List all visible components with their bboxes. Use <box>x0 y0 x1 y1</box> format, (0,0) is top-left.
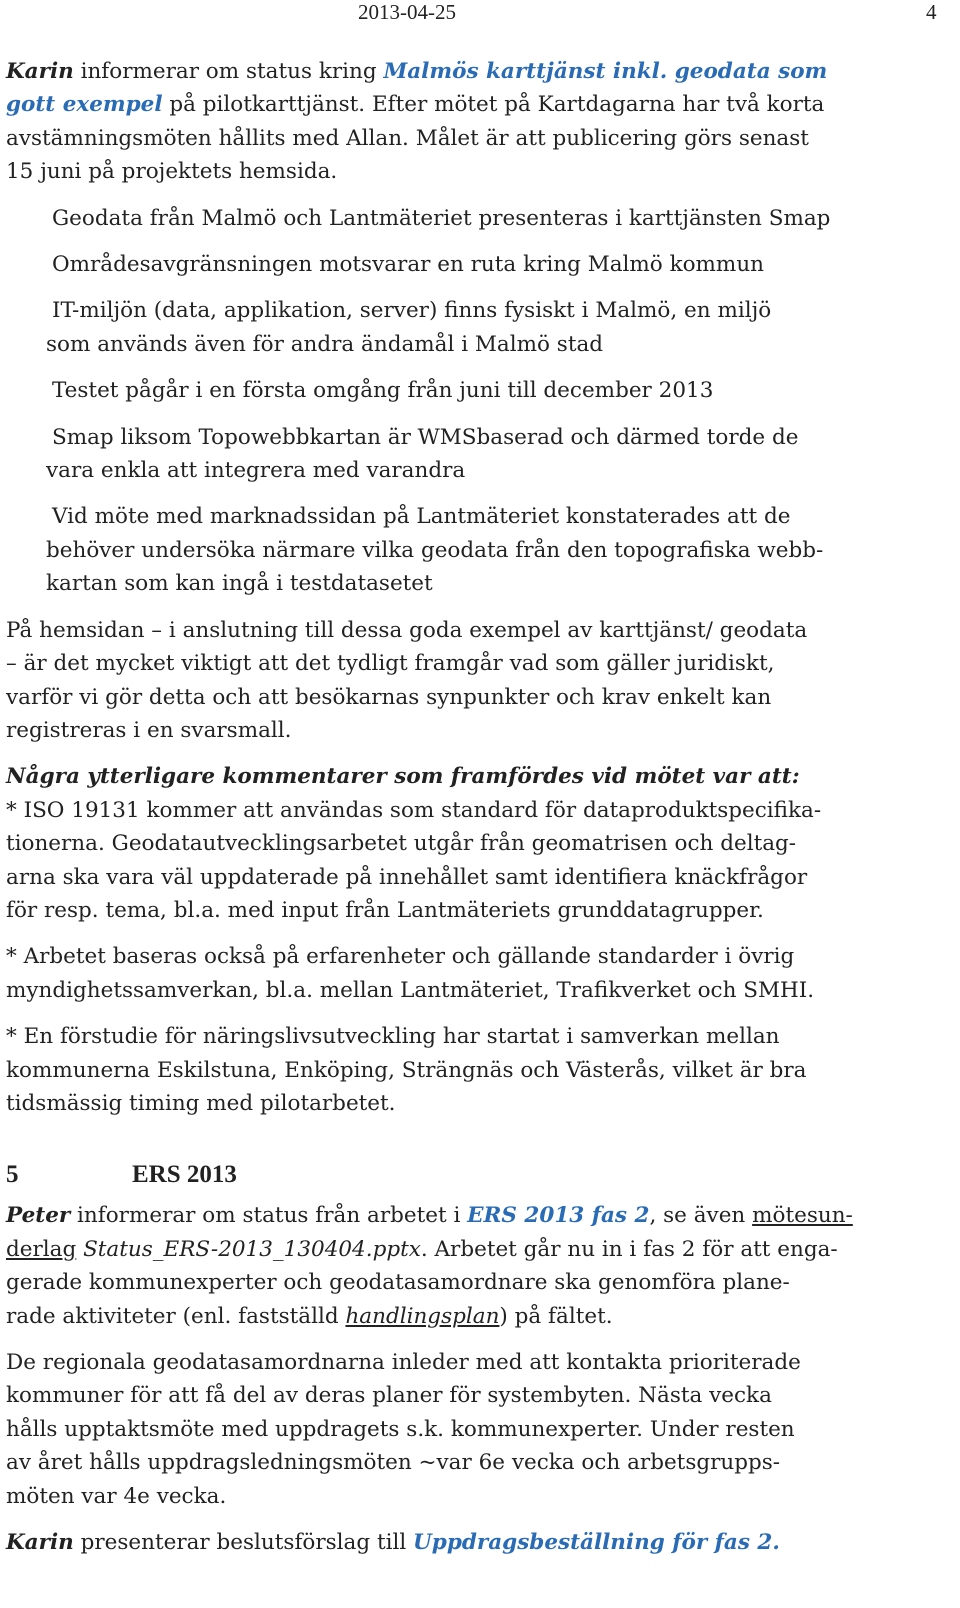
line: möten var 4e vecka. <box>6 1483 227 1509</box>
bullet-text: Geodata från Malmö och Lantmäteriet presenteras i karttjänsten Smap <box>52 205 831 231</box>
line: arna ska vara väl uppdaterade på innehållet samt identifiera knäckfrågor <box>6 864 808 890</box>
list-item <box>46 421 936 488</box>
line: * ISO 19131 kommer att användas som standard för dataproduktspecifika- <box>6 797 822 823</box>
person-name: Karin <box>6 59 74 84</box>
bullet-text: kartan som kan ingå i testdatasetet <box>46 571 433 597</box>
text: . Arbetet går nu in i fas 2 för att enga- <box>420 1236 838 1262</box>
text: rade aktiviteter (enl. fastställd <box>6 1303 346 1329</box>
section-heading <box>6 1158 936 1191</box>
line <box>6 1199 936 1232</box>
motesunderlag-link[interactable]: derlag <box>6 1236 77 1262</box>
line: varför vi gör detta och att besökarnas synpunkter och krav enkelt kan <box>6 684 772 710</box>
bullet-text: Smap liksom Topowebbkartan är WMSbaserad och därmed torde de <box>52 424 799 450</box>
bullet-text: behöver undersöka närmare vilka geodata från den topografiska webb- <box>46 537 824 563</box>
paragraph-ers-status <box>6 1199 936 1333</box>
person-name: Karin <box>6 1530 74 1556</box>
bullet-list <box>46 202 936 601</box>
paragraph-hemsidan <box>6 614 936 748</box>
line <box>6 1300 936 1333</box>
text: på pilotkarttjänst. Efter mötet på Kartdagarna har två korta <box>162 92 825 118</box>
paragraph-karin-beslut <box>6 1526 936 1559</box>
line: kommuner för att få del av deras planer för systembyten. Nästa vecka <box>6 1383 772 1409</box>
line: * Arbetet baseras också på erfarenheter och gällande standarder i övrig <box>6 944 795 970</box>
line <box>6 1233 936 1266</box>
section-number: 5 <box>6 1161 19 1189</box>
line: avstämningsmöten hållits med Allan. Målet är att publicering görs senast <box>6 125 809 151</box>
list-item <box>46 248 936 281</box>
list-item <box>46 202 936 235</box>
line: tionerna. Geodatautvecklingsarbetet utgår från geomatrisen och deltag- <box>6 831 797 857</box>
bullet-text: Områdesavgränsningen motsvarar en ruta kring Malmö kommun <box>52 252 765 278</box>
malmo-karttjanst-link[interactable]: Malmös karttjänst inkl. geodata som <box>383 59 828 84</box>
ers-fas2-link[interactable]: ERS 2013 fas 2 <box>467 1203 650 1229</box>
comment-item <box>6 1020 936 1120</box>
paragraph-regionala <box>6 1346 936 1513</box>
comment-item <box>6 940 936 1007</box>
bullet-text: Vid möte med marknadssidan på Lantmäteriet konstaterades att de <box>52 504 791 530</box>
line: registreras i en svarsmall. <box>6 717 292 743</box>
text: , se även <box>649 1203 753 1229</box>
comments-section <box>6 760 936 1120</box>
file-name: Status_ERS-2013_130404.pptx <box>76 1236 421 1262</box>
bullet-text: som används även för andra ändamål i Malmö stad <box>46 331 604 357</box>
motesunderlag-link[interactable]: mötesun- <box>752 1203 853 1229</box>
line: gerade kommunexperter och geodatasamordnare ska genomföra plane- <box>6 1270 790 1296</box>
section-title: ERS 2013 <box>132 1161 237 1189</box>
text: presenterar beslutsförslag till <box>73 1530 414 1556</box>
handlingsplan-link[interactable]: handlingsplan <box>345 1303 500 1329</box>
bullet-text: IT-miljön (data, applikation, server) finns fysiskt i Malmö, en miljö <box>52 298 772 324</box>
person-name: Peter <box>6 1203 71 1229</box>
line: De regionala geodatasamordnarna inleder med att kontakta prioriterade <box>6 1350 801 1375</box>
line: På hemsidan – i anslutning till dessa goda exempel av karttjänst/ geodata <box>6 617 808 643</box>
bullet-text: vara enkla att integrera med varandra <box>46 458 466 484</box>
list-item <box>46 374 936 407</box>
gott-exempel-link[interactable]: gott exempel <box>6 92 163 118</box>
paragraph-malmo-status <box>6 55 936 189</box>
line: – är det mycket viktigt att det tydligt framgår vad som gäller juridiskt, <box>6 651 775 677</box>
text: informerar om status kring <box>73 59 384 84</box>
uppdragsbestallning-link[interactable]: Uppdragsbeställning för fas 2. <box>413 1530 780 1556</box>
line: * En förstudie för näringslivsutveckling har startat i samverkan mellan <box>6 1024 780 1050</box>
line <box>6 88 936 121</box>
comment-item <box>6 794 936 928</box>
page-number: 4 <box>926 0 937 24</box>
line: myndighetssamverkan, bl.a. mellan Lantmäteriet, Trafikverket och SMHI. <box>6 977 815 1003</box>
comments-heading: Några ytterligare kommentarer som framfördes vid mötet var att: <box>6 764 800 790</box>
line: av året hålls uppdragsledningsmöten ~var 6e vecka och arbetsgrupps- <box>6 1450 781 1476</box>
page-date: 2013-04-25 <box>358 0 456 24</box>
text: informerar om status från arbetet i <box>70 1203 468 1229</box>
list-item <box>46 500 936 600</box>
bullet-text: Testet pågår i en första omgång från juni till december 2013 <box>52 378 714 404</box>
line <box>6 55 936 88</box>
document-body <box>6 55 936 1572</box>
line: tidsmässig timing med pilotarbetet. <box>6 1090 396 1116</box>
line: hålls upptaktsmöte med uppdragets s.k. kommunexperter. Under resten <box>6 1416 795 1442</box>
text: ) på fältet. <box>499 1303 613 1329</box>
line: för resp. tema, bl.a. med input från Lantmäteriets grunddatagrupper. <box>6 897 764 923</box>
line <box>6 1526 936 1559</box>
line: 15 juni på projektets hemsida. <box>6 159 338 185</box>
line: kommunerna Eskilstuna, Enköping, Strängnäs och Västerås, vilket är bra <box>6 1057 807 1083</box>
list-item <box>46 294 936 361</box>
